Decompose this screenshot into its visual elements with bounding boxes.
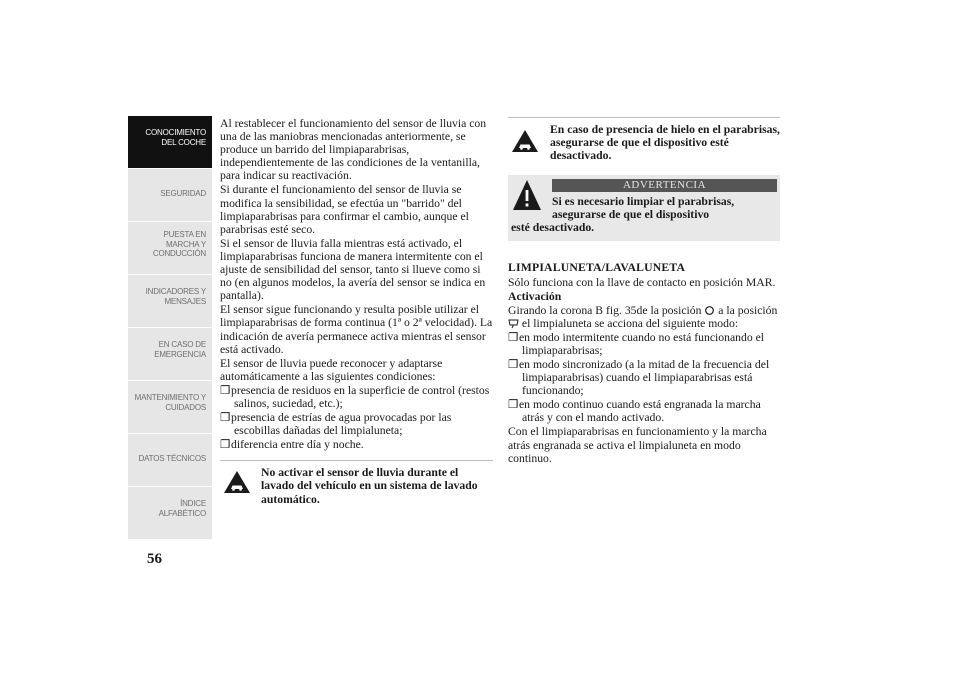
tab-conocimiento-del-coche[interactable]: CONOCIMIENTO DEL COCHE — [128, 116, 212, 168]
list-item: ❐en modo continuo cuando está engranada la marcha atrás y con el mando activado. — [508, 398, 761, 425]
warning-box-ice — [508, 117, 780, 162]
checkbox-icon: ❐ — [220, 438, 231, 452]
advertencia-line: asegurarse de que el dispositivo — [552, 208, 710, 222]
advertencia-line: esté desactivado. — [511, 221, 595, 235]
list-item: ❐presencia de residuos en la superficie de control (restos salinos, suciedad, etc.); — [220, 383, 490, 410]
warning-triangle-icon — [512, 178, 542, 212]
subheading: Activación — [508, 290, 562, 304]
tab-indice-alfabetico[interactable]: ÍNDICE ALFABÉTICO — [128, 487, 212, 539]
car-warning-icon — [223, 470, 251, 494]
advertencia-line: Si es necesario limpiar el parabrisas, — [552, 195, 735, 209]
tab-indicadores-y-mensajes[interactable]: INDICADORES Y MENSAJES — [128, 275, 212, 327]
tab-puesta-en-marcha[interactable]: PUESTA EN MARCHA Y CONDUCCIÓN — [128, 222, 212, 274]
checkbox-icon: ❐ — [508, 330, 519, 344]
paragraph: Si el sensor de lluvia falla mientras está activado, el limpiaparabrisas funciona de manera intermitente con el ajuste de sensibilidad del sensor, tanto si llueve como si no (en algunos modelos, la avería del sensor se indica en pantalla). — [220, 236, 486, 303]
list-item: ❐en modo intermitente cuando no está funcionando el limpiaparabrisas; — [508, 330, 765, 357]
activation-paragraph: Girando la corona B fig. 35de la posición a la posición el limpialuneta se acciona del siguiente modo: — [508, 303, 778, 330]
tab-mantenimiento-y-cuidados[interactable]: MANTENIMIENTO Y CUIDADOS — [128, 381, 212, 433]
paragraph: Si durante el funcionamiento del sensor de lluvia se modifica la sensibilidad, se efectúa un "barrido" del limpiaparabrisas para confirmar el cambio, aunque el parabrisas esté seco. — [220, 183, 469, 236]
paragraph: Con el limpiaparabrisas en funcionamiento y la marcha atrás engranada se activa el limpialuneta en modo continuo. — [508, 425, 767, 465]
tab-seguridad[interactable]: SEGURIDAD — [128, 169, 212, 221]
warning-text: En caso de presencia de hielo en el parabrisas, asegurarse de que el dispositivo esté desactivado. — [550, 123, 780, 163]
tab-en-caso-de-emergencia[interactable]: EN CASO DE EMERGENCIA — [128, 328, 212, 380]
checkbox-icon: ❐ — [220, 383, 231, 397]
paragraph: Al restablecer el funcionamiento del sensor de lluvia con una de las maniobras mencionadas anteriormente, se produce un barrido del limpiaparabrisas, independientemente de las condiciones de la ventanilla, para indicar su reactivación. — [220, 117, 487, 183]
list-item: ❐diferencia entre día y noche. — [220, 438, 364, 452]
warning-box-car-wash — [220, 460, 493, 505]
advertencia-title: ADVERTENCIA — [552, 179, 777, 192]
paragraph: Sólo funciona con la llave de contacto en posición MAR. — [508, 276, 776, 290]
checkbox-icon: ❐ — [508, 398, 519, 412]
list-item: ❐en modo sincronizado (a la mitad de la frecuencia del limpiaparabrisas) cuando el limpiaparabrisas está funcionando; — [508, 357, 770, 398]
right-column — [508, 117, 780, 466]
car-warning-icon — [511, 129, 539, 153]
left-column — [220, 117, 493, 506]
checkbox-icon: ❐ — [220, 411, 231, 425]
rear-wiper-on-icon — [508, 318, 519, 329]
rear-wiper-off-icon — [704, 305, 715, 316]
paragraph: El sensor de lluvia puede reconocer y adaptarse automáticamente a las siguientes condiciones: — [220, 356, 443, 383]
warning-text: No activar el sensor de lluvia durante el lavado del vehículo en un sistema de lavado automático. — [261, 466, 478, 506]
page-number: 56 — [147, 551, 162, 567]
chapter-sidebar — [128, 116, 212, 540]
checkbox-icon: ❐ — [508, 357, 519, 371]
paragraph: El sensor sigue funcionando y resulta posible utilizar el limpiaparabrisas de forma continua (1ª o 2ª velocidad). La indicación de avería permanece activa mientras el sensor está activado. — [220, 303, 493, 356]
tab-datos-tecnicos[interactable]: DATOS TÉCNICOS — [128, 434, 212, 486]
section-heading: LIMPIALUNETA/LAVALUNETA — [508, 261, 686, 275]
list-item: ❐presencia de estrías de agua provocadas por las escobillas dañadas del limpialuneta; — [220, 411, 452, 438]
advertencia-box — [508, 175, 780, 241]
